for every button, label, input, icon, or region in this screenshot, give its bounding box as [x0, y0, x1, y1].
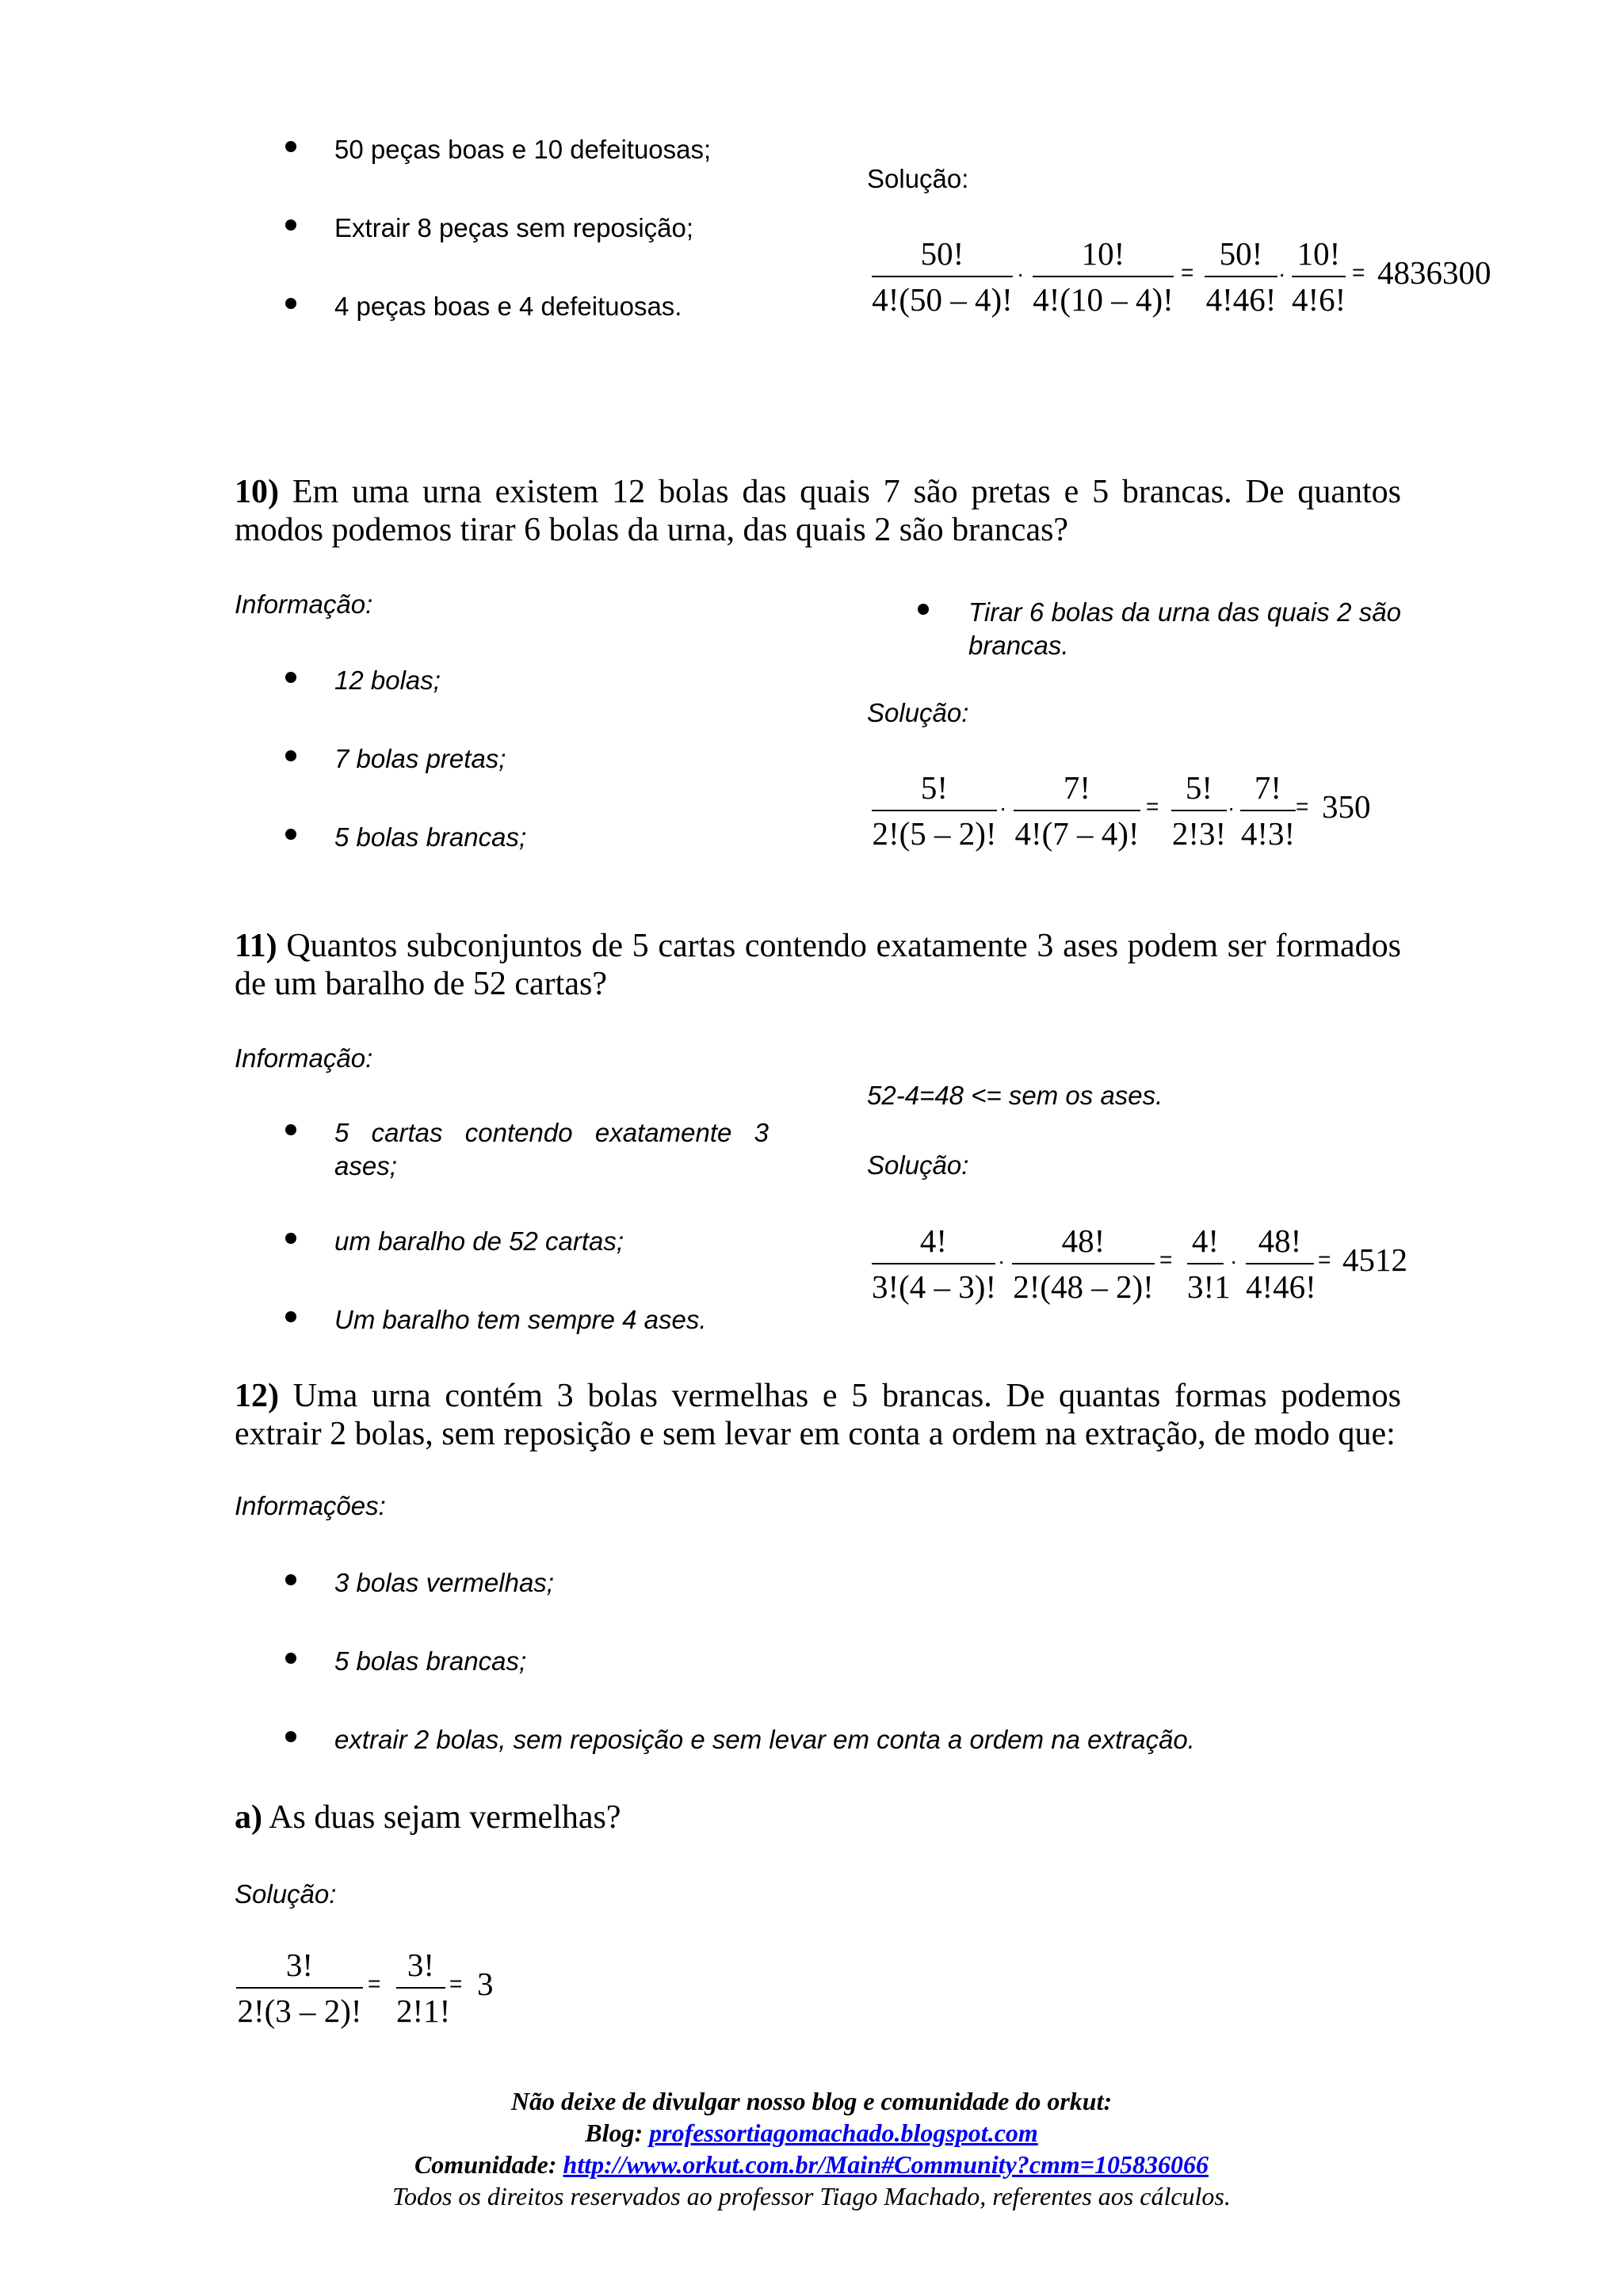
question-text: Em uma urna existem 12 bolas das quais 7 são pretas e 5 brancas. De quantos modos podemos tirar 6 bolas da urna, das quais 2 são brancas?: [235, 474, 1401, 548]
multiply-sign: ·: [1230, 1249, 1238, 1273]
solution-label: Solução:: [867, 698, 969, 727]
bullet-icon: [285, 1731, 296, 1742]
footer-line1: Não deixe de divulgar nosso blog e comunidade do orkut:: [510, 2087, 1113, 2115]
equals-sign: =: [1296, 794, 1309, 818]
footer: [0, 2085, 1623, 2212]
fraction: 4! 3!(4 – 3)!: [872, 1222, 997, 1305]
bullet-icon: [285, 672, 296, 683]
bullet-icon: [918, 604, 929, 615]
footer-line4: Todos os direitos reservados ao professor Tiago Machado, referentes aos cálculos.: [392, 2182, 1231, 2210]
solution-label: Solução:: [235, 1879, 337, 1909]
equals-sign: =: [1181, 260, 1194, 284]
result: 4512: [1342, 1241, 1407, 1278]
fraction: 50! 4!46!: [1205, 235, 1277, 318]
question-text: Quantos subconjuntos de 5 cartas contendo exatamente 3 ases podem ser formados de um baralho de 52 cartas?: [235, 928, 1401, 1002]
info-label: Informações:: [235, 1491, 386, 1520]
bullet-icon: [285, 1233, 296, 1244]
list-item: 3 bolas vermelhas;: [285, 1566, 554, 1600]
fraction: 5! 2!3!: [1171, 769, 1227, 852]
equals-sign: =: [449, 1971, 463, 1996]
list-item: 7 bolas pretas;: [285, 742, 506, 776]
list-item: 5 cartas contendo exatamente 3 ases;: [285, 1116, 769, 1183]
equals-sign: =: [1159, 1247, 1173, 1272]
fraction: 50! 4!(50 – 4)!: [872, 235, 1013, 318]
fraction: 10! 4!6!: [1292, 235, 1346, 318]
list-item: Tirar 6 bolas da urna das quais 2 são brancas.: [918, 596, 1401, 662]
solution-label: Solução:: [867, 164, 969, 193]
list-item: 5 bolas brancas;: [285, 821, 526, 854]
multiply-sign: ·: [1278, 261, 1286, 286]
community-link[interactable]: http://www.orkut.com.br/Main#Community?cmm=105836066: [563, 2150, 1209, 2179]
question-number: 10): [235, 474, 279, 510]
fraction: 3! 2!1!: [396, 1947, 451, 2029]
equals-sign: =: [1352, 260, 1365, 284]
fraction: 7! 4!3!: [1240, 769, 1296, 852]
list-item: 50 peças boas e 10 defeituosas;: [285, 133, 711, 166]
info-label: Informação:: [235, 589, 373, 619]
list-item: extrair 2 bolas, sem reposição e sem levar em conta a ordem na extração.: [285, 1723, 1195, 1756]
result: 3: [477, 1966, 494, 2002]
bullet-icon: [285, 829, 296, 840]
list-item: 4 peças boas e 4 defeituosas.: [285, 290, 682, 323]
bullet-icon: [285, 750, 296, 761]
fraction: 3! 2!(3 – 2)!: [237, 1947, 362, 2029]
bullet-icon: [285, 1653, 296, 1664]
bullet-icon: [285, 1311, 296, 1322]
list-item: Extrair 8 peças sem reposição;: [285, 212, 693, 245]
fraction: 10! 4!(10 – 4)!: [1033, 235, 1174, 318]
equals-sign: =: [368, 1971, 381, 1996]
sub-question-text: As duas sejam vermelhas?: [262, 1799, 621, 1836]
question-11: [235, 927, 1401, 1003]
list-item: um baralho de 52 cartas;: [285, 1225, 624, 1258]
bullet-icon: [285, 141, 296, 152]
fraction: 48! 4!46!: [1246, 1222, 1316, 1305]
equals-sign: =: [1318, 1247, 1331, 1272]
solution-label: Solução:: [867, 1150, 969, 1180]
sub-question-label: a): [235, 1799, 262, 1836]
bullet-icon: [285, 1124, 296, 1135]
blog-link[interactable]: professortiagomachado.blogspot.com: [649, 2119, 1038, 2147]
community-label: Comunidade:: [414, 2150, 563, 2179]
question-10: [235, 473, 1401, 549]
info-label: Informação:: [235, 1043, 373, 1073]
fraction: 48! 2!(48 – 2)!: [1013, 1222, 1154, 1305]
bullet-icon: [285, 298, 296, 309]
note: 52-4=48 <= sem os ases.: [867, 1081, 1163, 1110]
list-item: Um baralho tem sempre 4 ases.: [285, 1303, 707, 1337]
result: 350: [1322, 788, 1371, 825]
list-item: 12 bolas;: [285, 664, 441, 697]
fraction: 5! 2!(5 – 2)!: [872, 769, 997, 852]
equals-sign: =: [1146, 794, 1159, 818]
bullet-icon: [285, 219, 296, 231]
question-number: 11): [235, 928, 277, 964]
multiply-sign: ·: [999, 795, 1007, 820]
fraction: 7! 4!(7 – 4)!: [1014, 769, 1140, 852]
question-12: [235, 1377, 1401, 1453]
multiply-sign: ·: [1228, 795, 1235, 820]
question-text: Uma urna contém 3 bolas vermelhas e 5 brancas. De quantas formas podemos extrair 2 bolas, sem reposição e sem levar em conta a ordem na extração, de modo que:: [235, 1378, 1401, 1452]
list-item: 5 bolas brancas;: [285, 1645, 526, 1678]
multiply-sign: ·: [998, 1249, 1006, 1273]
multiply-sign: ·: [1017, 261, 1025, 286]
sub-question-a: [235, 1798, 621, 1836]
result: 4836300: [1377, 254, 1491, 291]
blog-label: Blog:: [585, 2119, 650, 2147]
question-number: 12): [235, 1378, 279, 1414]
bullet-icon: [285, 1574, 296, 1585]
fraction: 4! 3!1: [1187, 1222, 1231, 1305]
